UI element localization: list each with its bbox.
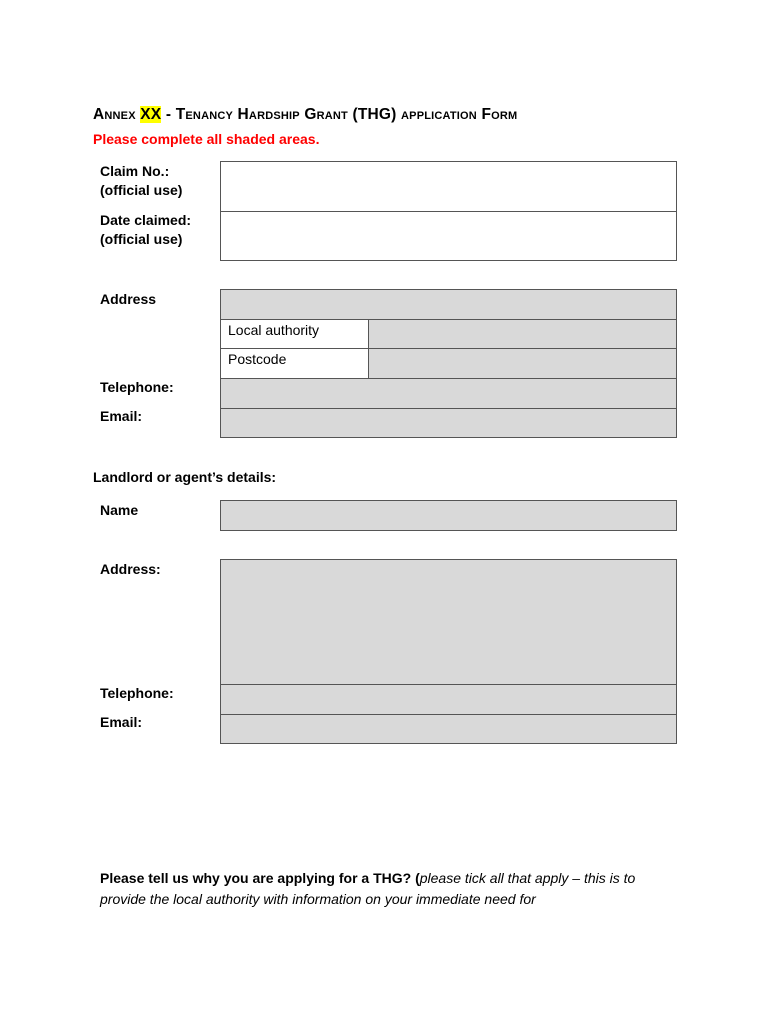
landlord-email-field[interactable] (220, 714, 677, 744)
landlord-address-label: Address: (100, 561, 161, 577)
form-title (93, 106, 517, 124)
reason-question-bold: Please tell us why you are applying for a THG? ( (100, 870, 420, 886)
reason-question-italic: please tick all that apply – this is to provide the local authority with information on your immediate need for (100, 870, 636, 907)
postcode-label: Postcode (220, 348, 369, 379)
landlord-telephone-field[interactable] (220, 684, 677, 715)
email-label: Email: (100, 408, 143, 424)
instruction-text: Please complete all shaded areas. (93, 131, 320, 147)
claim-number-label-line2: (official use) (100, 182, 183, 198)
landlord-name-field[interactable] (220, 500, 677, 531)
landlord-address-field[interactable] (220, 559, 677, 685)
local-authority-field[interactable] (368, 319, 677, 349)
date-claimed-label (100, 211, 191, 249)
address-field[interactable] (220, 289, 677, 320)
telephone-field[interactable] (220, 378, 677, 409)
local-authority-label: Local authority (220, 319, 369, 349)
date-claimed-label-line1: Date claimed: (100, 212, 192, 228)
title-highlight: XX (140, 106, 162, 123)
claim-number-label-line1: Claim No.: (100, 163, 170, 179)
claim-number-field[interactable] (220, 161, 677, 212)
title-prefix: Annex (93, 106, 141, 123)
postcode-field[interactable] (368, 348, 677, 379)
telephone-label: Telephone: (100, 379, 174, 395)
reason-question (100, 868, 670, 909)
address-label: Address (100, 291, 157, 307)
landlord-email-label: Email: (100, 714, 143, 730)
claim-number-label (100, 162, 182, 200)
title-suffix: - Tenancy Hardship Grant (THG) application Form (161, 106, 518, 123)
date-claimed-label-line2: (official use) (100, 231, 183, 247)
email-field[interactable] (220, 408, 677, 438)
landlord-telephone-label: Telephone: (100, 685, 174, 701)
date-claimed-field[interactable] (220, 211, 677, 261)
landlord-name-label: Name (100, 502, 139, 518)
landlord-section-title: Landlord or agent’s details: (93, 469, 277, 485)
